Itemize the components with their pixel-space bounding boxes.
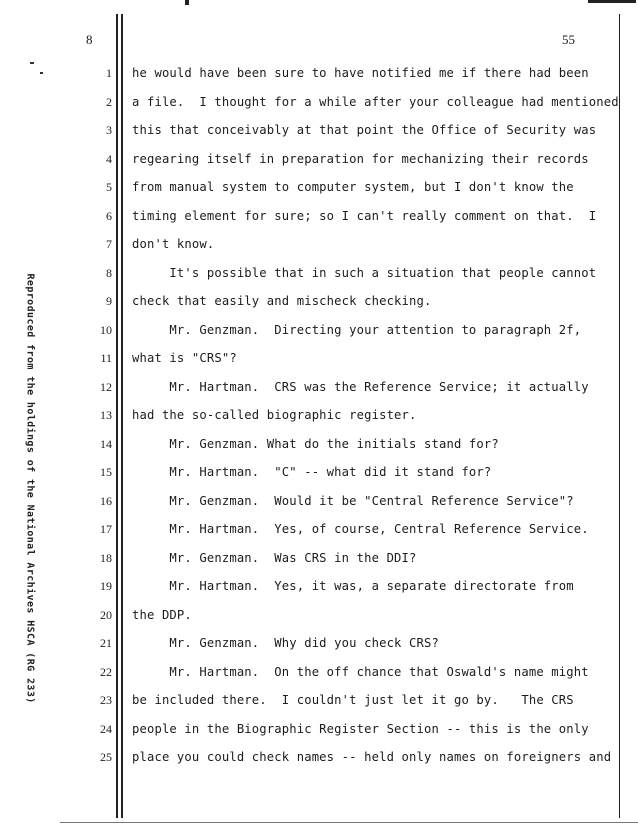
transcript-line: Mr. Hartman. On the off chance that Oswald's name might (132, 665, 589, 679)
archival-side-note: Reproduced from the holdings of the National Archives HSCA (RG 233) (24, 273, 36, 704)
transcript-line: timing element for sure; so I can't really comment on that. I (132, 209, 597, 223)
line-number: 20 (100, 608, 112, 622)
left-margin-rule (121, 14, 123, 818)
line-number: 21 (100, 636, 112, 650)
line-number: 22 (100, 665, 112, 679)
line-number: 1 (106, 66, 112, 80)
line-number: 10 (100, 323, 112, 337)
transcript-line: check that easily and mischeck checking. (132, 294, 432, 308)
transcript-line: Mr. Genzman. Was CRS in the DDI? (132, 551, 417, 565)
scan-speck (30, 62, 34, 64)
transcript-line: regearing itself in preparation for mechanizing their records (132, 152, 589, 166)
transcript-line: people in the Biographic Register Section -- this is the only (132, 722, 589, 736)
line-number: 16 (100, 494, 112, 508)
transcript-line: be included there. I couldn't just let it go by. The CRS (132, 693, 574, 707)
line-number: 12 (100, 380, 112, 394)
line-number: 23 (100, 693, 112, 707)
line-number: 11 (100, 351, 112, 365)
transcript-line: this that conceivably at that point the Office of Security was (132, 123, 597, 137)
line-number: 3 (106, 123, 112, 137)
line-number: 6 (106, 209, 112, 223)
transcript-line: It's possible that in such a situation that people cannot (132, 266, 597, 280)
transcript-line: Mr. Genzman. Why did you check CRS? (132, 636, 439, 650)
transcript-line: from manual system to computer system, but I don't know the (132, 180, 574, 194)
line-number: 25 (100, 750, 112, 764)
transcript-line: Mr. Hartman. "C" -- what did it stand for? (132, 465, 492, 479)
top-scan-mark (185, 0, 189, 5)
scan-speck (40, 72, 43, 74)
transcript-line: what is "CRS"? (132, 351, 237, 365)
line-number: 17 (100, 522, 112, 536)
left-margin-rule (116, 14, 118, 818)
line-number: 14 (100, 437, 112, 451)
transcript-line: the DDP. (132, 608, 192, 622)
transcript-line: Mr. Genzman. What do the initials stand for? (132, 437, 499, 451)
line-number: 9 (106, 294, 112, 308)
line-number: 18 (100, 551, 112, 565)
line-number: 7 (106, 237, 112, 251)
transcript-line: Mr. Hartman. Yes, it was, a separate directorate from (132, 579, 574, 593)
line-number: 2 (106, 95, 112, 109)
transcript-line: a file. I thought for a while after your colleague had mentioned (132, 95, 619, 109)
page-number: 55 (562, 32, 575, 47)
line-number: 24 (100, 722, 112, 736)
transcript-line: place you could check names -- held only names on foreigners and (132, 750, 612, 764)
corner-mark: 8 (86, 32, 93, 47)
transcript-line: don't know. (132, 237, 215, 251)
line-number: 19 (100, 579, 112, 593)
bottom-scan-mark (60, 822, 638, 823)
transcript-line: had the so-called biographic register. (132, 408, 417, 422)
transcript-line: Mr. Hartman. CRS was the Reference Service; it actually (132, 380, 589, 394)
right-margin-rule (619, 14, 620, 818)
transcript-line: Mr. Hartman. Yes, of course, Central Reference Service. (132, 522, 589, 536)
line-number: 8 (106, 266, 112, 280)
transcript-line: Mr. Genzman. Directing your attention to paragraph 2f, (132, 323, 582, 337)
line-number: 4 (106, 152, 112, 166)
transcript-line: Mr. Genzman. Would it be "Central Reference Service"? (132, 494, 574, 508)
line-number: 13 (100, 408, 112, 422)
top-scan-mark (588, 0, 636, 3)
transcript-line: he would have been sure to have notified me if there had been (132, 66, 589, 80)
line-number: 15 (100, 465, 112, 479)
line-number: 5 (106, 180, 112, 194)
